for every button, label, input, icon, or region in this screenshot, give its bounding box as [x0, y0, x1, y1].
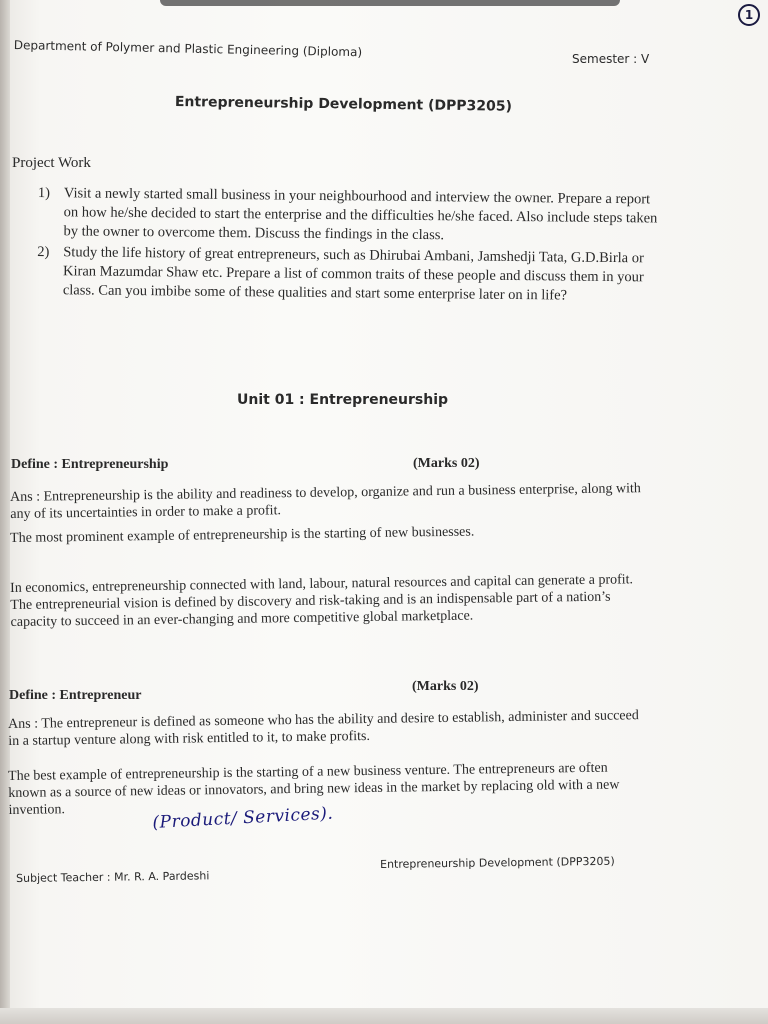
definition-economics-paragraph: In economics, entrepreneurship connected with land, labour, natural resources and capital can generate a profit. The entrepreneurial vision is defined by discovery and risk-taking and is an indispensable part of a nation’s capacity to succeed in an ever-changing and more competitive global marketplace. — [10, 572, 634, 630]
list-item-number: 2) — [37, 243, 50, 261]
list-item — [37, 243, 658, 306]
page-number-badge: 1 — [738, 4, 760, 26]
definition-example: The most prominent example of entrepreneurship is the starting of new businesses. — [10, 524, 475, 546]
marks-label: (Marks 02) — [413, 456, 480, 471]
marks-label: (Marks 02) — [412, 679, 479, 694]
definition-example: The best example of entrepreneurship is the starting of a new business venture. The entrepreneurs are often known as a source of new ideas or innovators, and bring new ideas in the market by replacing old with a new invention. — [8, 760, 620, 818]
definition-answer: Ans : The entrepreneur is defined as someone who has the ability and desire to establish, administer and succeed in a startup venture along with risk entitled to it, to make profits. — [8, 708, 639, 749]
subject-teacher: Subject Teacher : Mr. R. A. Pardeshi — [16, 869, 210, 885]
footer-course-title: Entrepreneurship Development (DPP3205) — [380, 854, 615, 871]
unit-title: Unit 01 : Entrepreneurship — [237, 392, 449, 408]
page-top-shadow — [160, 0, 620, 6]
list-item-text: Study the life history of great entrepreneurs, such as Dhirubai Ambani, Jamshedji Tata, G.D.Birla or Kiran Mazumdar Shaw etc. Prepare a list of common traits of these people and discuss them in your class. Can you imbibe some of these qualities and start some enterprise later on in life? — [62, 244, 644, 304]
project-work-list — [37, 184, 658, 308]
definition-heading-entrepreneur: Define : Entrepreneur — [9, 688, 142, 703]
page-bottom-shadow — [0, 1008, 768, 1024]
project-work-heading: Project Work — [12, 155, 91, 171]
semester-label: Semester : V — [572, 52, 650, 66]
list-item-number: 1) — [37, 184, 51, 202]
page-left-edge — [0, 0, 10, 1024]
handwritten-annotation: (Product/ Services). — [152, 803, 334, 833]
definition-answer: Ans : Entrepreneurship is the ability and readiness to develop, organize and run a business enterprise, along with any of its uncertainties in order to make a profit. — [10, 481, 641, 522]
definition-heading-entrepreneurship: Define : Entrepreneurship — [11, 457, 169, 472]
department-name: Department of Polymer and Plastic Engineering (Diploma) — [13, 38, 363, 60]
list-item-text: Visit a newly started small business in your neighbourhood and interview the owner. Prepare a report on how he/she decided to start the enterprise and the difficulties he/she faced. Also include steps taken by the owner to overcome them. Discuss the findings in the class. — [63, 185, 658, 244]
course-title: Entrepreneurship Development (DPP3205) — [174, 94, 513, 115]
list-item — [37, 184, 658, 247]
